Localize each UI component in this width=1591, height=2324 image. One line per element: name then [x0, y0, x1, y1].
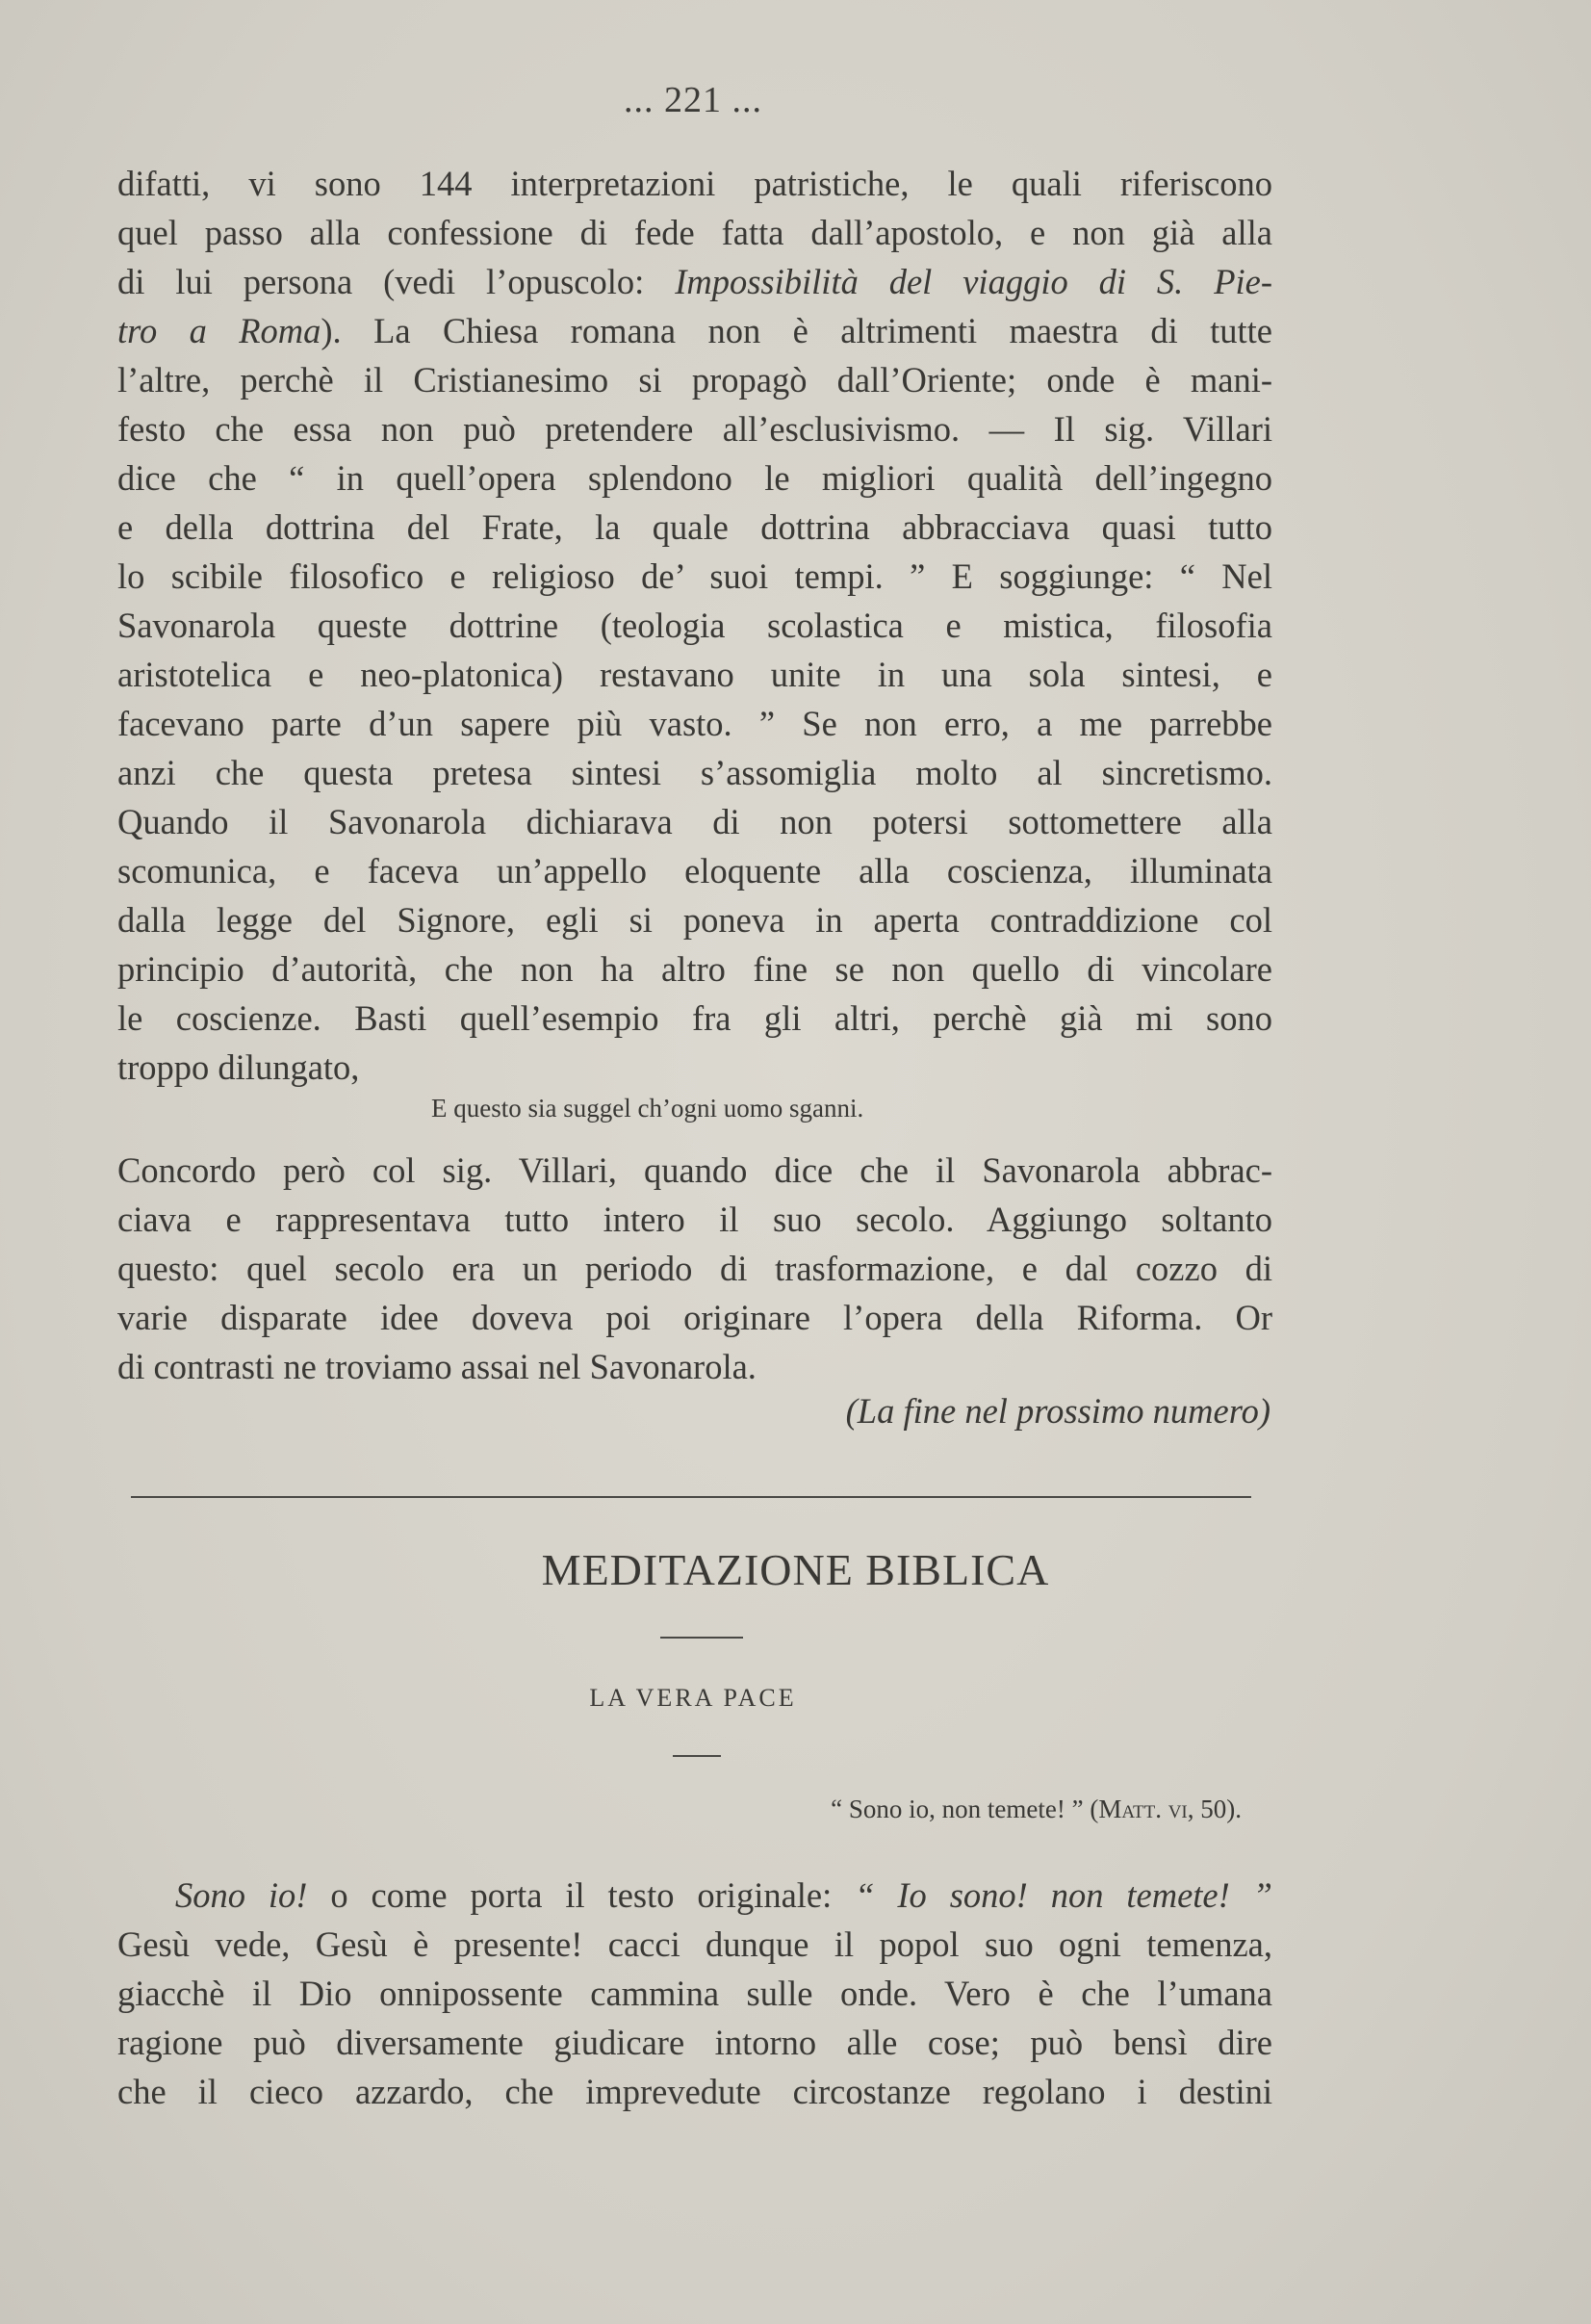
text-line: difatti, vi sono 144 interpretazioni patristiche, le quali riferiscono [117, 164, 1272, 203]
text-line: e della dottrina del Frate, la quale dottrina abbracciava quasi tutto [117, 507, 1272, 547]
text-line: principio d’autorità, che non ha altro fine se non quello di vincolare [117, 949, 1272, 989]
text-line: Gesù vede, Gesù è presente! cacci dunque il popol suo ogni temenza, [117, 1924, 1272, 1964]
text-line: festo che essa non può pretendere all’esclusivismo. — Il sig. Villari [117, 409, 1272, 449]
section-subtitle: LA VERA PACE [589, 1684, 797, 1712]
text-line: questo: quel secolo era un periodo di trasformazione, e dal cozzo di [117, 1249, 1272, 1288]
page-number: ... 221 ... [624, 80, 762, 120]
section-title: MEDITAZIONE BIBLICA [541, 1545, 1050, 1594]
epigraph-close: ). [1226, 1795, 1242, 1823]
title-rule [660, 1637, 743, 1639]
text-line: l’altre, perchè il Cristianesimo si propagò dall’Oriente; onde è mani- [117, 360, 1272, 400]
text-line: di contrasti ne troviamo assai nel Savonarola. [117, 1347, 757, 1386]
text-line [117, 257, 1272, 306]
text-line: Concordo però col sig. Villari, quando dice che il Savonarola abbrac- [117, 1150, 1272, 1190]
text-line: Savonarola queste dottrine (teologia scolastica e mistica, filosofia [117, 606, 1272, 645]
text-line: Quando il Savonarola dichiarava di non potersi sottomettere alla [117, 802, 1272, 841]
text-line: scomunica, e faceva un’appello eloquente alla coscienza, illuminata [117, 851, 1272, 891]
text-line-middle: o come porta il testo originale: [307, 1875, 856, 1915]
text-line: le coscienze. Basti quell’esempio fra gli altri, perchè già mi sono [117, 998, 1272, 1038]
text-line: troppo dilungato, [117, 1047, 360, 1087]
article-final-paragraph [117, 1146, 1272, 1391]
article-conclusion [117, 159, 1272, 1092]
italic-quote: “ Io sono! non temete! ” [855, 1875, 1272, 1915]
subtitle-rule [673, 1755, 721, 1757]
text-line: ciava e rappresentava tutto intero il suo secolo. Aggiungo soltanto [117, 1200, 1272, 1239]
italic-opening: Sono io! [175, 1875, 308, 1915]
text-line-start: di lui persona (vedi l’opuscolo: [117, 262, 676, 301]
continuation-note: (La fine nel prossimo numero) [845, 1391, 1270, 1431]
text-line: varie disparate idee doveva poi originare l’opera della Riforma. Or [117, 1298, 1272, 1337]
poetic-quotation: E questo sia suggel ch’ogni uomo sganni. [431, 1094, 864, 1123]
section-divider [131, 1496, 1251, 1498]
scripture-epigraph [831, 1795, 1242, 1824]
epigraph-reference: Matt. vi, 50 [1098, 1795, 1227, 1823]
text-line: aristotelica e neo-platonica) restavano unite in una sola sintesi, e [117, 655, 1272, 694]
text-line-rest: ). La Chiesa romana non è altrimenti maestra di tutte [321, 311, 1272, 350]
text-line: giacchè il Dio onnipossente cammina sulle onde. Vero è che l’umana [117, 1974, 1272, 2013]
text-line: dalla legge del Signore, egli si poneva in aperta contraddizione col [117, 900, 1272, 940]
text-line [117, 1871, 1272, 1920]
text-line: che il cieco azzardo, che imprevedute circostanze regolano i destini [117, 2072, 1272, 2111]
text-line: lo scibile filosofico e religioso de’ suoi tempi. ” E soggiunge: “ Nel [117, 556, 1272, 596]
text-line: facevano parte d’un sapere più vasto. ” Se non erro, a me parrebbe [117, 704, 1272, 743]
text-line [117, 306, 1272, 355]
text-line: anzi che questa pretesa sintesi s’assomiglia molto al sincretismo. [117, 753, 1272, 792]
text-line: quel passo alla confessione di fede fatta dall’apostolo, e non già alla [117, 213, 1272, 252]
italic-book-title: Impossibilità del viaggio di S. Pie- [675, 262, 1272, 301]
italic-book-title-end: tro a Roma [117, 311, 321, 350]
meditation-paragraph [117, 1871, 1272, 2116]
text-line: dice che “ in quell’opera splendono le migliori qualità dell’ingegno [117, 458, 1272, 498]
text-line: ragione può diversamente giudicare intorno alle cose; può bensì dire [117, 2023, 1272, 2062]
epigraph-text: “ Sono io, non temete! ” ( [831, 1795, 1099, 1823]
